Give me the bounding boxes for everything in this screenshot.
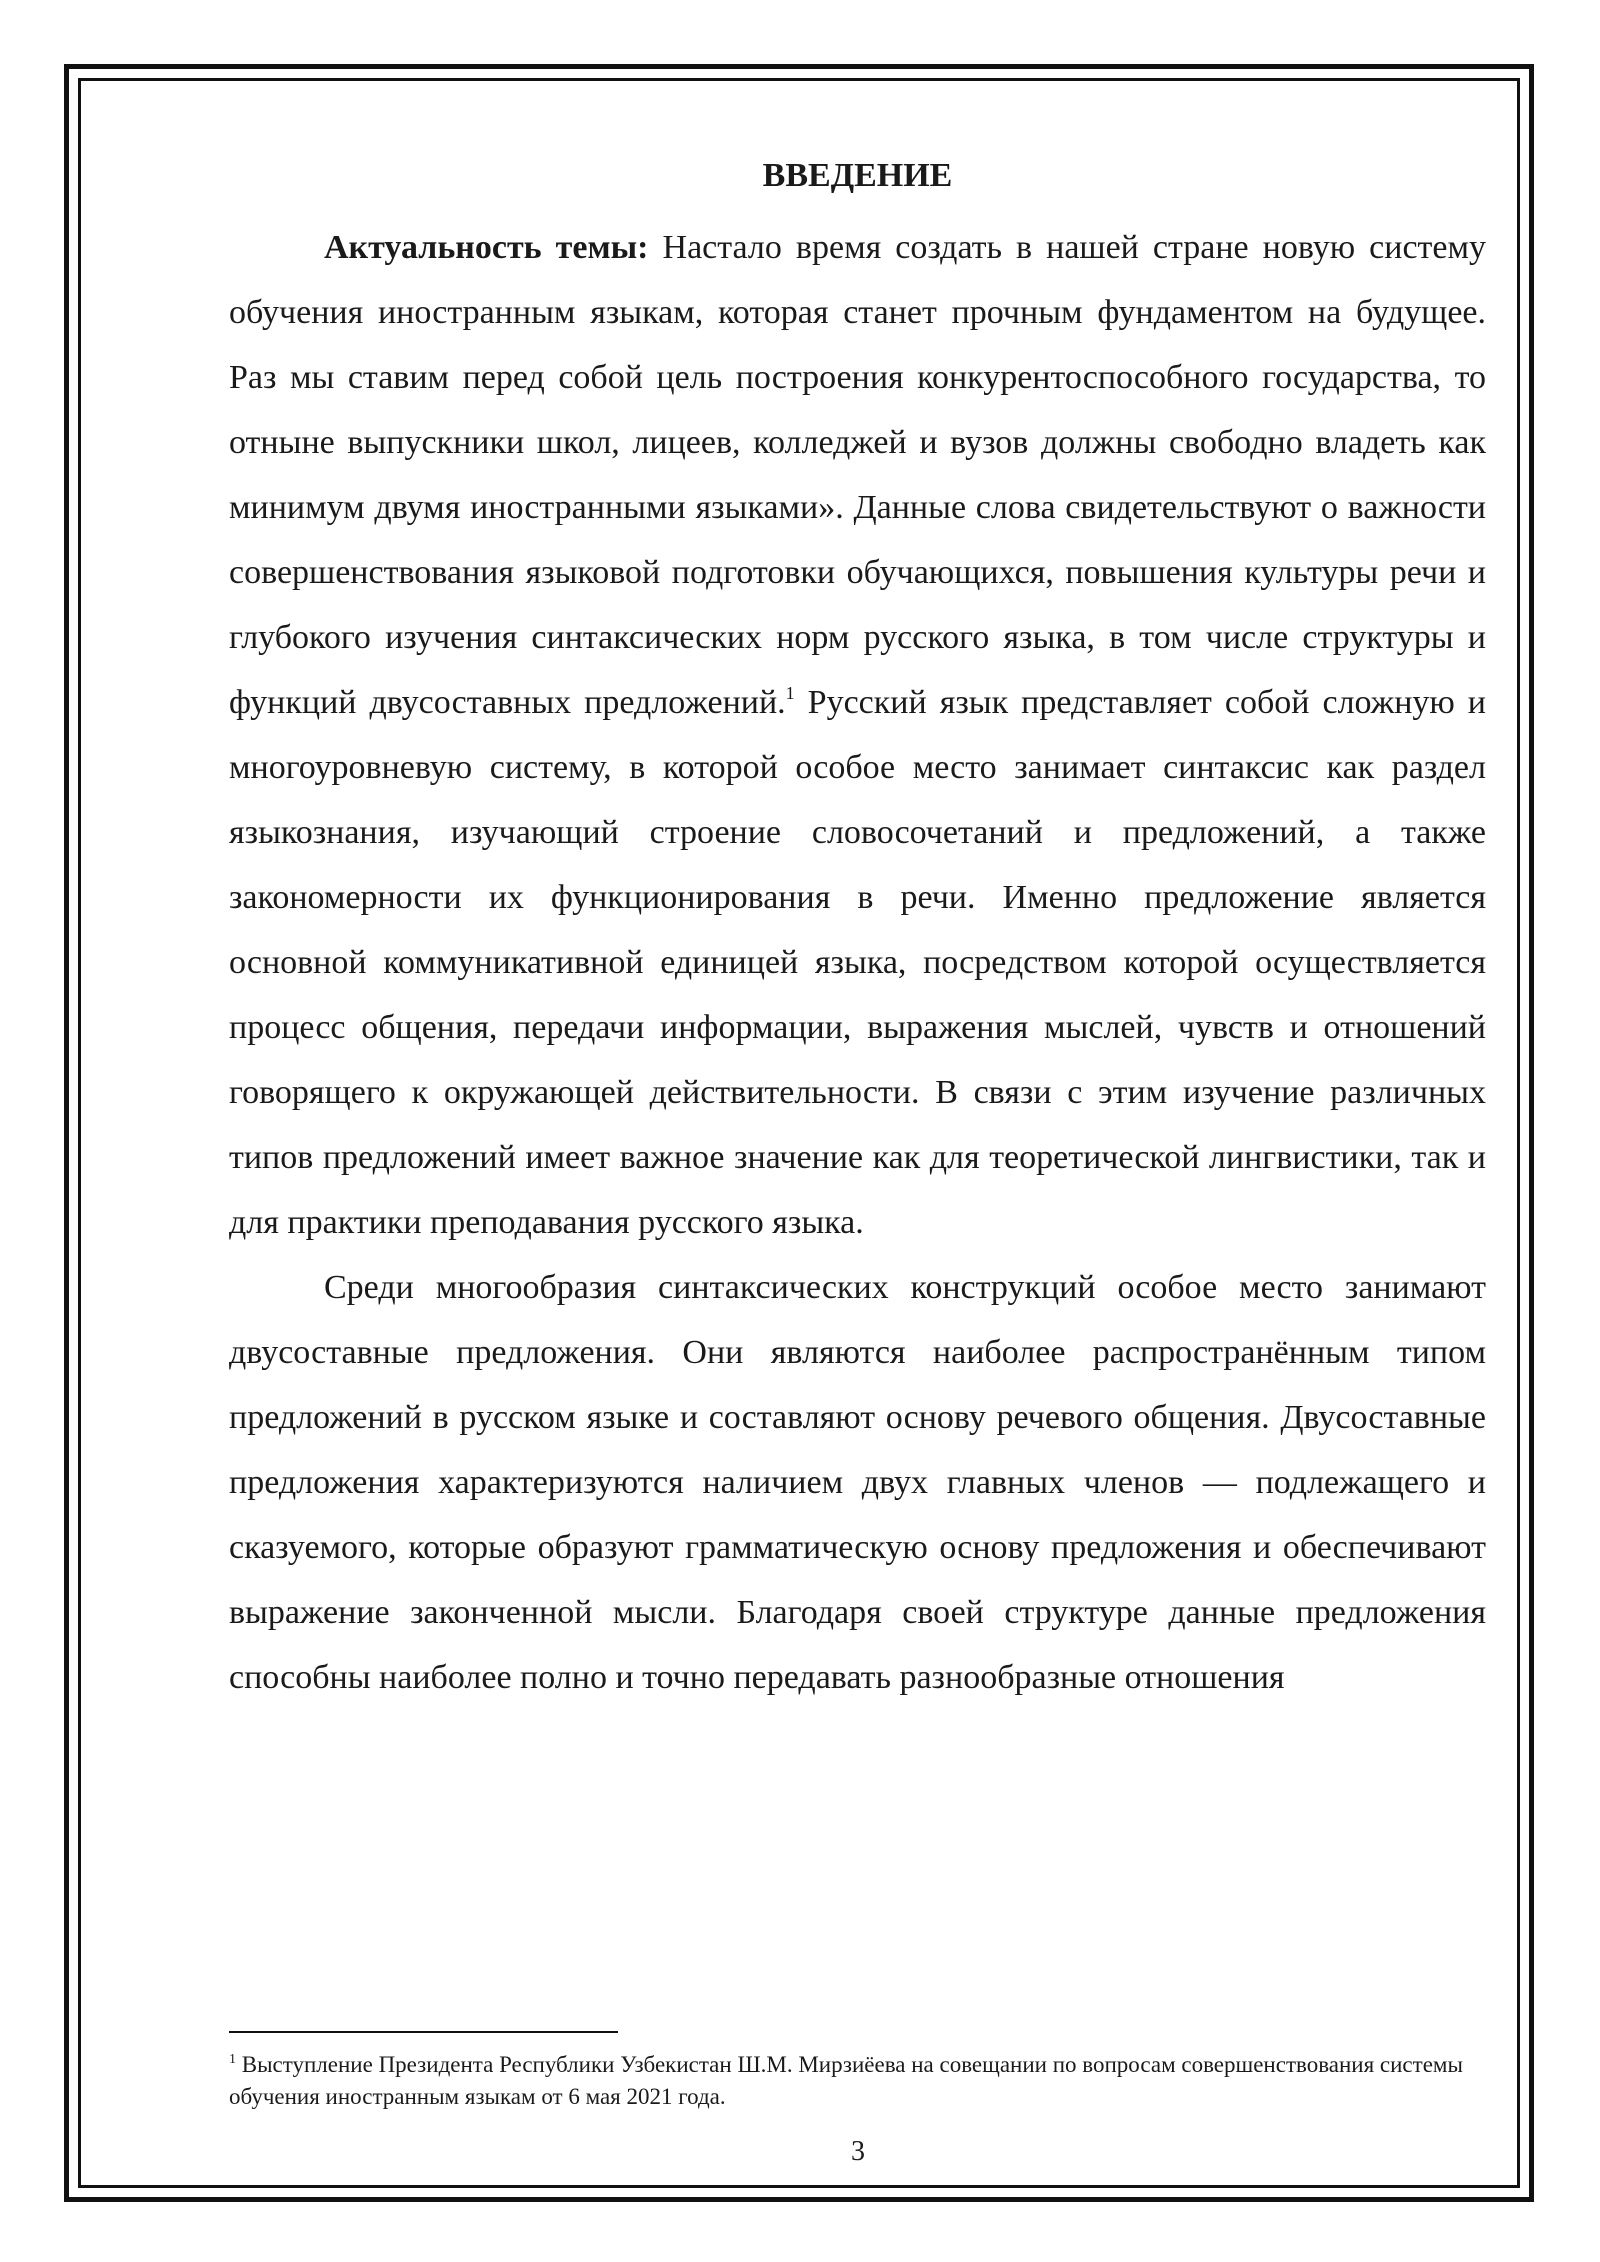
footnote-marker: 1	[229, 2052, 236, 2067]
footnote-separator	[229, 2031, 618, 2033]
section-heading: ВВЕДЕНИЕ	[762, 157, 953, 194]
page-number: 3	[851, 2136, 865, 2167]
document-body	[229, 150, 1486, 1710]
footnote-text: Выступление Президента Республики Узбекистан Ш.М. Мирзиёева на совещании по вопросам совершенствования системы обучения иностранным языкам от 6 мая 2021 года.	[229, 2052, 1463, 2109]
footnote-reference[interactable]: 1	[785, 683, 795, 703]
paragraph-relevance-text-1: Настало время создать в нашей стране новую систему обучения иностранным языкам, которая станет прочным фундаментом на будущее. Раз мы ставим перед собой цель построения конкурентоспособного государства, то отныне выпускники школ, лицеев, колледжей и вузов должны свободно владеть как минимум двумя иностранными языками». Данные слова свидетельствуют о важности совершенствования языковой подготовки обучающихся, повышения культуры речи и глубокого изучения синтаксических норм русского языка, в том числе структуры и функций двусоставных предложений.	[229, 229, 1487, 721]
footnote	[229, 2049, 1489, 2113]
paragraph-two-part-sentences: Среди многообразия синтаксических конструкций особое место занимают двусоставные предложения. Они являются наиболее распространённым типом предложений в русском языке и составляют основу речевого общения. Двусоставные предложения характеризуются наличием двух главных членов — подлежащего и сказуемого, которые образуют грамматическую основу предложения и обеспечивают выражение законченной мысли. Благодаря своей структуре данные предложения способны наиболее полно и точно передавать разнообразные отношения	[229, 1269, 1486, 1696]
paragraph-relevance	[229, 215, 1486, 1255]
relevance-lead: Актуальность темы:	[324, 229, 649, 266]
paragraph-relevance-text-2: Русский язык представляет собой сложную и многоуровневую систему, в которой особое место занимает синтаксис как раздел языкознания, изучающий строение словосочетаний и предложений, а также закономерности их функционирования в речи. Именно предложение является основной коммуникативной единицей языка, посредством которой осуществляется процесс общения, передачи информации, выражения мыслей, чувств и отношений говорящего к окружающей действительности. В связи с этим изучение различных типов предложений имеет важное значение как для теоретической лингвистики, так и для практики преподавания русского языка.	[229, 684, 1487, 1241]
